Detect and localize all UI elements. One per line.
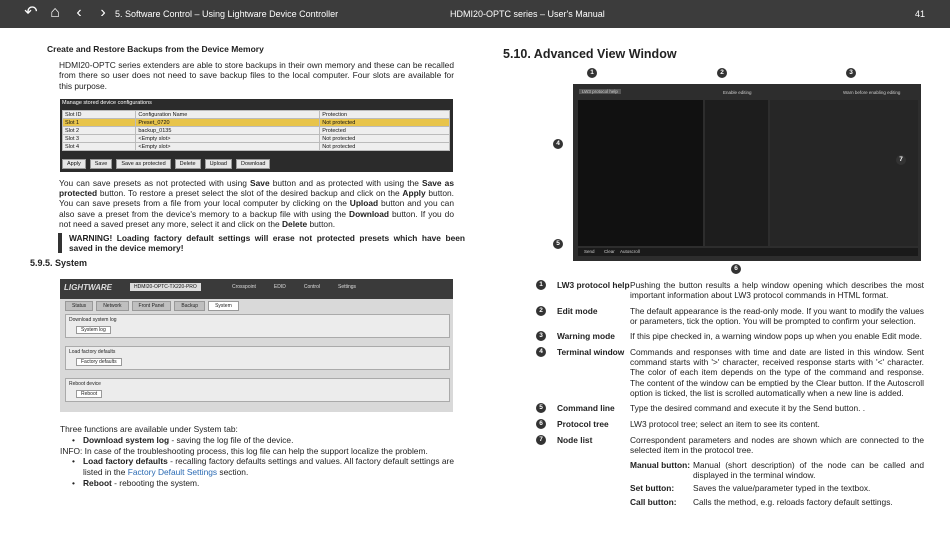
keyword: Download bbox=[349, 208, 390, 219]
callout-7: 7 bbox=[896, 155, 906, 165]
definition-text: LW3 protocol tree; select an item to see its content. bbox=[630, 419, 820, 429]
node-list bbox=[770, 100, 918, 246]
tab-system[interactable]: System bbox=[208, 301, 239, 311]
system-screenshot bbox=[60, 279, 453, 412]
backup-screenshot bbox=[60, 99, 453, 172]
list-item bbox=[60, 435, 454, 446]
tab-crosspoint[interactable]: Crosspoint bbox=[232, 284, 256, 290]
info-note: INFO: In case of the troubleshooting process, this log file can help the support localize the problem. bbox=[60, 445, 428, 456]
definition-text: The default appearance is the read-only mode. If you want to modify the values or parameters, tick the option. You will be prompted to confirm your selection. bbox=[630, 306, 924, 327]
download-button[interactable]: Download bbox=[236, 159, 270, 169]
definition-term: Edit mode bbox=[557, 306, 598, 316]
system-functions bbox=[60, 424, 454, 489]
backup-description bbox=[59, 178, 454, 229]
text: button. To restore a preset select the slot of the desired backup and click on the bbox=[97, 188, 403, 199]
chevron-left-icon[interactable]: ‹ bbox=[76, 4, 82, 21]
column-header: Protection bbox=[320, 111, 450, 119]
callout-number: 4 bbox=[536, 347, 546, 357]
button-text: Manual (short description) of the node can be called and displayed in the terminal window. bbox=[693, 460, 924, 481]
advanced-view-heading: 5.10. Advanced View Window bbox=[503, 47, 677, 61]
text: button and you can also save a preset from the device's memory to a backup file with using the bbox=[59, 198, 454, 219]
callout-number: 6 bbox=[536, 419, 546, 429]
text: - rebooting the system. bbox=[111, 477, 200, 488]
table-row bbox=[63, 119, 450, 127]
section-label: Reboot device bbox=[69, 381, 101, 387]
cell: Not protected bbox=[320, 135, 450, 143]
command-line[interactable] bbox=[578, 248, 918, 256]
system-heading: 5.9.5. System bbox=[30, 258, 88, 268]
delete-button[interactable]: Delete bbox=[175, 159, 201, 169]
section-label: Download system log bbox=[69, 317, 117, 323]
cell: backup_0135 bbox=[136, 127, 320, 135]
definition-text: Correspondent parameters and nodes are shown which are connected to the selected item in the protocol tree. bbox=[630, 435, 924, 456]
top-bar bbox=[0, 0, 950, 28]
table-row bbox=[63, 127, 450, 135]
keyword: Reboot bbox=[83, 477, 112, 488]
cell: Slot 2 bbox=[63, 127, 136, 135]
definition-term: Warning mode bbox=[557, 331, 615, 341]
backup-intro: HDMI20-OPTC series extenders are able to store backups in their own memory and these can be recalled from there so user does not need to save backup files to the local computer. Four slots are available for this purpose. bbox=[59, 60, 454, 91]
button-name: Call button: bbox=[630, 497, 677, 507]
definition-text: Pushing the button results a help window opening which describes the most important information about LW3 protocol commands in HTML format. bbox=[630, 280, 924, 301]
keyword: Save as protected bbox=[59, 178, 454, 199]
column-header: Configuration Name bbox=[136, 111, 320, 119]
definition-term: Node list bbox=[557, 435, 593, 445]
text: - recalling factory defaults settings and values. All factory default settings are listed in the bbox=[83, 456, 454, 478]
factory-defaults-button[interactable]: Factory defaults bbox=[76, 358, 122, 366]
callout-1: 1 bbox=[587, 68, 597, 78]
definition-text: Type the desired command and execute it by the Send button. . bbox=[630, 403, 866, 413]
button-name: Manual button: bbox=[630, 460, 691, 470]
callout-number: 7 bbox=[536, 435, 546, 445]
backup-screen-title: Manage stored device configurations bbox=[62, 100, 152, 106]
callout-2: 2 bbox=[717, 68, 727, 78]
chapter-title: 5. Software Control – Using Lightware Device Controller bbox=[115, 9, 339, 19]
warning-box: WARNING! Loading factory default settings will erase not protected presets which have been saved in the device memory! bbox=[58, 233, 465, 253]
backup-buttons bbox=[62, 159, 270, 169]
cell: Protected bbox=[320, 127, 450, 135]
home-icon[interactable]: ⌂ bbox=[50, 4, 60, 21]
definition-term: Terminal window bbox=[557, 347, 625, 357]
settings-subtabs bbox=[65, 301, 239, 311]
keyword: Download system log bbox=[83, 434, 170, 445]
keyword: Save bbox=[250, 178, 270, 188]
button-text: Saves the value/parameter typed in the textbox. bbox=[693, 483, 871, 493]
text: button. bbox=[307, 218, 336, 229]
definition-text: Commands and responses with time and date are listed in this window. Sent command starts with '>' character, received response starts with '<' character. The color of each item depends on the type of the command and response. The content of the window can be emptied by the Clear button. If the Autoscroll option is ticked, the list is scrolled automatically when a new line is added. bbox=[630, 347, 924, 398]
slot-table bbox=[62, 110, 450, 151]
keyword: Delete bbox=[282, 218, 308, 229]
backup-title: Create and Restore Backups from the Device Memory bbox=[47, 44, 264, 54]
advanced-view-screenshot bbox=[573, 84, 921, 261]
definition-term: Command line bbox=[557, 403, 615, 413]
button-name: Set button: bbox=[630, 483, 675, 493]
callout-5: 5 bbox=[553, 239, 563, 249]
definition-text: If this pipe checked in, a warning window pops up when you enable Edit mode. bbox=[630, 331, 922, 341]
callout-number: 1 bbox=[536, 280, 546, 290]
keyword: Load factory defaults bbox=[83, 456, 168, 467]
callout-6: 6 bbox=[731, 264, 741, 274]
manual-title: HDMI20-OPTC series – User's Manual bbox=[450, 9, 605, 19]
system-log-section bbox=[65, 314, 450, 338]
callout-number: 3 bbox=[536, 331, 546, 341]
tab-control[interactable]: Control bbox=[303, 284, 320, 290]
tab-edid[interactable]: EDID bbox=[273, 284, 286, 290]
text: button. You can save presets from a file from your local computer by clicking on the bbox=[59, 188, 454, 209]
tab-backup[interactable]: Backup bbox=[174, 301, 205, 311]
cell: <Empty slot> bbox=[136, 143, 320, 151]
top-tabs bbox=[232, 284, 356, 290]
save-protected-button[interactable]: Save as protected bbox=[116, 159, 170, 169]
callout-4: 4 bbox=[553, 139, 563, 149]
column-header: Slot ID bbox=[63, 111, 136, 119]
cell: Slot 3 bbox=[63, 135, 136, 143]
callout-number: 2 bbox=[536, 306, 546, 316]
text: section. bbox=[217, 467, 249, 478]
callout-number: 5 bbox=[536, 403, 546, 413]
terminal-window bbox=[578, 100, 703, 246]
section-label: Load factory defaults bbox=[69, 349, 116, 355]
lightware-logo: LIGHTWARE bbox=[64, 283, 112, 292]
app-header bbox=[60, 279, 453, 299]
send-button[interactable]: Send bbox=[584, 249, 595, 254]
table-row bbox=[63, 135, 450, 143]
clear-button[interactable]: Clear bbox=[604, 249, 615, 254]
reboot-section bbox=[65, 378, 450, 402]
nav-buttons bbox=[22, 4, 112, 22]
chevron-right-icon[interactable]: › bbox=[100, 4, 106, 21]
apply-button[interactable]: Apply bbox=[62, 159, 86, 169]
keyword: Apply bbox=[402, 188, 426, 199]
warn-checkbox[interactable]: Warn before enabling editing bbox=[843, 90, 901, 95]
list-item bbox=[60, 456, 454, 478]
lw3-help-button[interactable]: LW3 protocol help bbox=[579, 89, 621, 94]
tab-front-panel[interactable]: Front Panel bbox=[132, 301, 172, 311]
enable-editing-checkbox[interactable]: Enable editing bbox=[723, 90, 752, 95]
definition-term: Protocol tree bbox=[557, 419, 609, 429]
backup-section bbox=[47, 44, 454, 91]
functions-intro: Three functions are available under System tab: bbox=[60, 424, 238, 434]
text: You can save presets as not protected with using bbox=[59, 178, 251, 188]
page-number: 41 bbox=[914, 9, 925, 19]
factory-defaults-section bbox=[65, 346, 450, 370]
cell: Slot 1 bbox=[63, 119, 136, 127]
text: button. If you do not need a saved preset any more, select it and click on the bbox=[59, 208, 454, 229]
reboot-button[interactable]: Reboot bbox=[76, 390, 102, 398]
system-log-button[interactable]: System log bbox=[76, 326, 111, 334]
cell: Preset_0720 bbox=[136, 119, 320, 127]
back-icon[interactable]: ↶ bbox=[24, 4, 38, 21]
text: button and as protected with using the bbox=[269, 178, 423, 188]
keyword: Upload bbox=[349, 198, 379, 209]
cell: Not protected bbox=[320, 119, 450, 127]
tab-status[interactable]: Status bbox=[65, 301, 93, 311]
factory-defaults-link[interactable]: Factory Default Settings bbox=[127, 467, 218, 478]
tab-network[interactable]: Network bbox=[96, 301, 128, 311]
upload-button[interactable]: Upload bbox=[205, 159, 232, 169]
definition-term: LW3 protocol help bbox=[557, 280, 630, 290]
cell: <Empty slot> bbox=[136, 135, 320, 143]
cell: Not protected bbox=[320, 143, 450, 151]
tab-settings[interactable]: Settings bbox=[337, 284, 357, 290]
autoscroll-checkbox[interactable]: Autoscroll bbox=[620, 249, 640, 254]
cell: Slot 4 bbox=[63, 143, 136, 151]
button-text: Calls the method, e.g. reloads factory default settings. bbox=[693, 497, 893, 507]
list-item bbox=[60, 478, 454, 489]
text: - saving the log file of the device. bbox=[169, 434, 294, 445]
table-row bbox=[63, 143, 450, 151]
callout-3: 3 bbox=[846, 68, 856, 78]
save-button[interactable]: Save bbox=[90, 159, 113, 169]
protocol-tree bbox=[705, 100, 768, 246]
device-label: HDMI20-OPTC-TX220-PRO bbox=[130, 283, 201, 291]
